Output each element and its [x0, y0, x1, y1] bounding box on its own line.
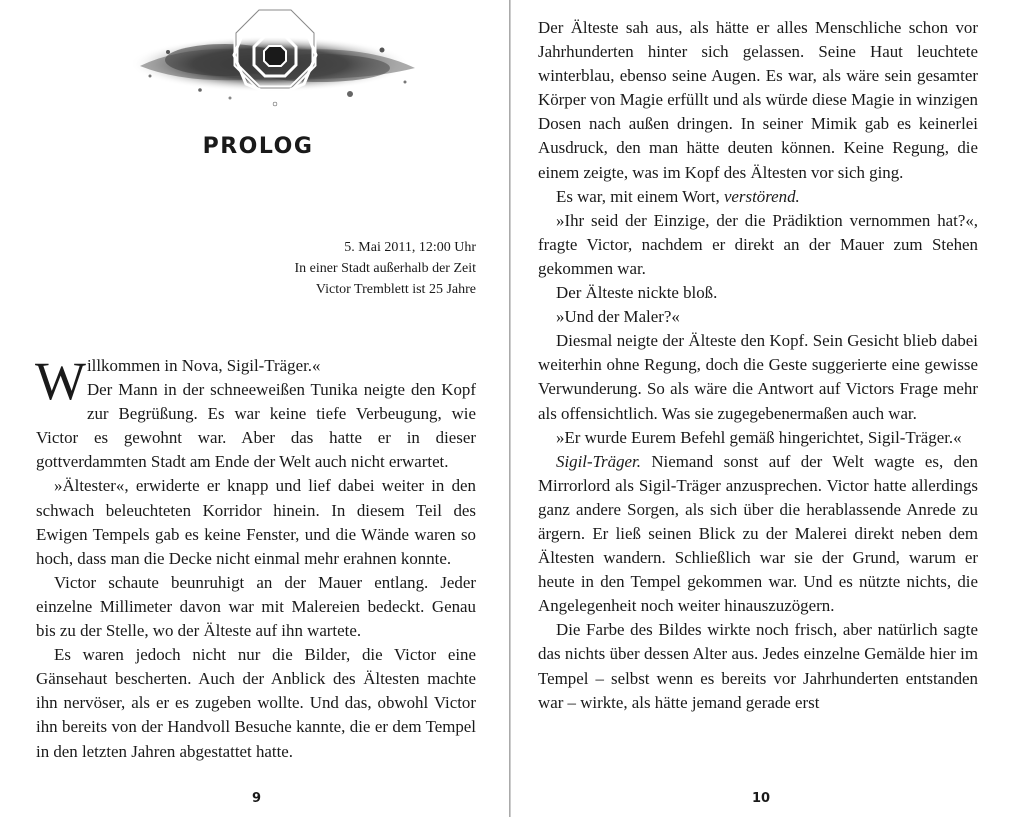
opening-line: illkommen in Nova, Sigil-Träger.« — [86, 356, 321, 375]
left-body-text — [35, 351, 476, 764]
chapter-title: PROLOG — [202, 134, 314, 159]
right-body-text — [538, 16, 978, 715]
paragraph — [538, 450, 978, 619]
paragraph — [538, 185, 978, 209]
dateline-age: Victor Tremblett ist 25 Jahre — [315, 282, 476, 297]
emphasis-text: verstörend. — [723, 186, 800, 206]
paragraph: Die Farbe des Bildes wirkte noch frisch, aber natürlich sagte das nichts über dessen Alter aus. Jedes einzelne Gemälde hier im Tempel – selbst wenn es bereits vor Jahrhunderten entstanden war – wirkte, als hätte jemand gerade erst — [538, 620, 978, 712]
paragraph: Der Älteste sah aus, als hätte er alles Menschliche schon vor Jahrhunderten hinter sich gelassen. Seine Haut leuchtete winterblau, ebenso seine Augen. Es war, als wäre sein gesamter Körper von Magie erfüllt und als würde diese Magie in winzigen Dosen nach außen dringen. In seiner Mimik gab es keinerlei Ausdruck, den man hätte deuten können. Keine Regung, die einem zeigte, was im Kopf des Ältesten vor sich ging. — [538, 18, 978, 182]
octagon-emblem-icon — [120, 2, 430, 124]
opening-paragraph — [35, 351, 476, 474]
paragraph: Der Mann in der schneeweißen Tunika neigte den Kopf zur Begrüßung. Es war keine tiefe Verbeugung, wie Victor es gewohnt war. Aber das hatte er in dieser gottverdammten Stadt am Ende der Welt auch nicht erwartet. — [36, 380, 476, 472]
paragraph: Es waren jedoch nicht nur die Bilder, die Victor eine Gänsehaut bescherten. Auch der Anblick des Ältesten machte ihn nervöser, als er es zugeben wollte. Und das, obwohl Victor ihn bereits von der Handvoll Besuche kannte, die er dem Tempel in den letzten Jahren abgestattet hatte. — [36, 645, 476, 761]
book-gutter — [509, 0, 511, 817]
emphasis-text: Sigil-Träger. — [556, 451, 641, 471]
dateline — [294, 237, 476, 300]
drop-cap: W — [35, 351, 86, 411]
dateline-place: In einer Stadt außerhalb der Zeit — [294, 261, 476, 276]
paragraph: »Ältester«, erwiderte er knapp und lief dabei weiter in den schwach beleuchteten Korridor hinein. In diesem Teil des Ewigen Tempels gab es keine Fenster, und die Wände waren so hoch, dass man die Decke nicht einmal mehr erahnen konnte. — [36, 476, 476, 568]
page-number-left: 9 — [252, 791, 262, 806]
left-page — [0, 0, 510, 817]
paragraph: Der Älteste nickte bloß. — [556, 283, 718, 303]
paragraph-text: Es war, mit einem Wort, — [556, 186, 724, 206]
paragraph: »Ihr seid der Einzige, der die Prädiktion vernommen hat?«, fragte Victor, nachdem er direkt an der Mauer zum Stehen gekommen war. — [538, 210, 978, 278]
paragraph: Diesmal neigte der Älteste den Kopf. Sein Gesicht blieb dabei weiterhin ohne Regung, doch die Geste suggerierte eine gewisse Verwunderung. So als wäre die Antwort auf Victors Frage mehr als offensichtlich. Was sie zugegebenermaßen auch war. — [538, 331, 978, 423]
page-number-right: 10 — [752, 791, 771, 806]
right-page — [512, 0, 1024, 817]
paragraph-text: Niemand sonst auf der Welt wagte es, den Mirrorlord als Sigil-Träger anzusprechen. Victor hatte allerdings ganz andere Sorgen, als sich über die herablassende Anrede zu ärgern. Er ließ seinen Blick zu der Malerei direkt neben dem Ältesten wandern. Schließlich war sie der Grund, warum er heute in den Tempel gekommen war. Und es nützte nichts, die Angelegenheit noch weiter hinauszuzögern. — [538, 451, 978, 616]
paragraph: »Er wurde Eurem Befehl gemäß hingerichtet, Sigil-Träger.« — [556, 427, 962, 447]
paragraph: »Und der Maler?« — [556, 307, 680, 327]
dateline-date: 5. Mai 2011, 12:00 Uhr — [344, 240, 476, 255]
paragraph: Victor schaute beunruhigt an der Mauer entlang. Jeder einzelne Millimeter davon war mit Malereien bedeckt. Genau bis zu der Stelle, wo der Älteste auf ihn wartete. — [36, 572, 476, 641]
